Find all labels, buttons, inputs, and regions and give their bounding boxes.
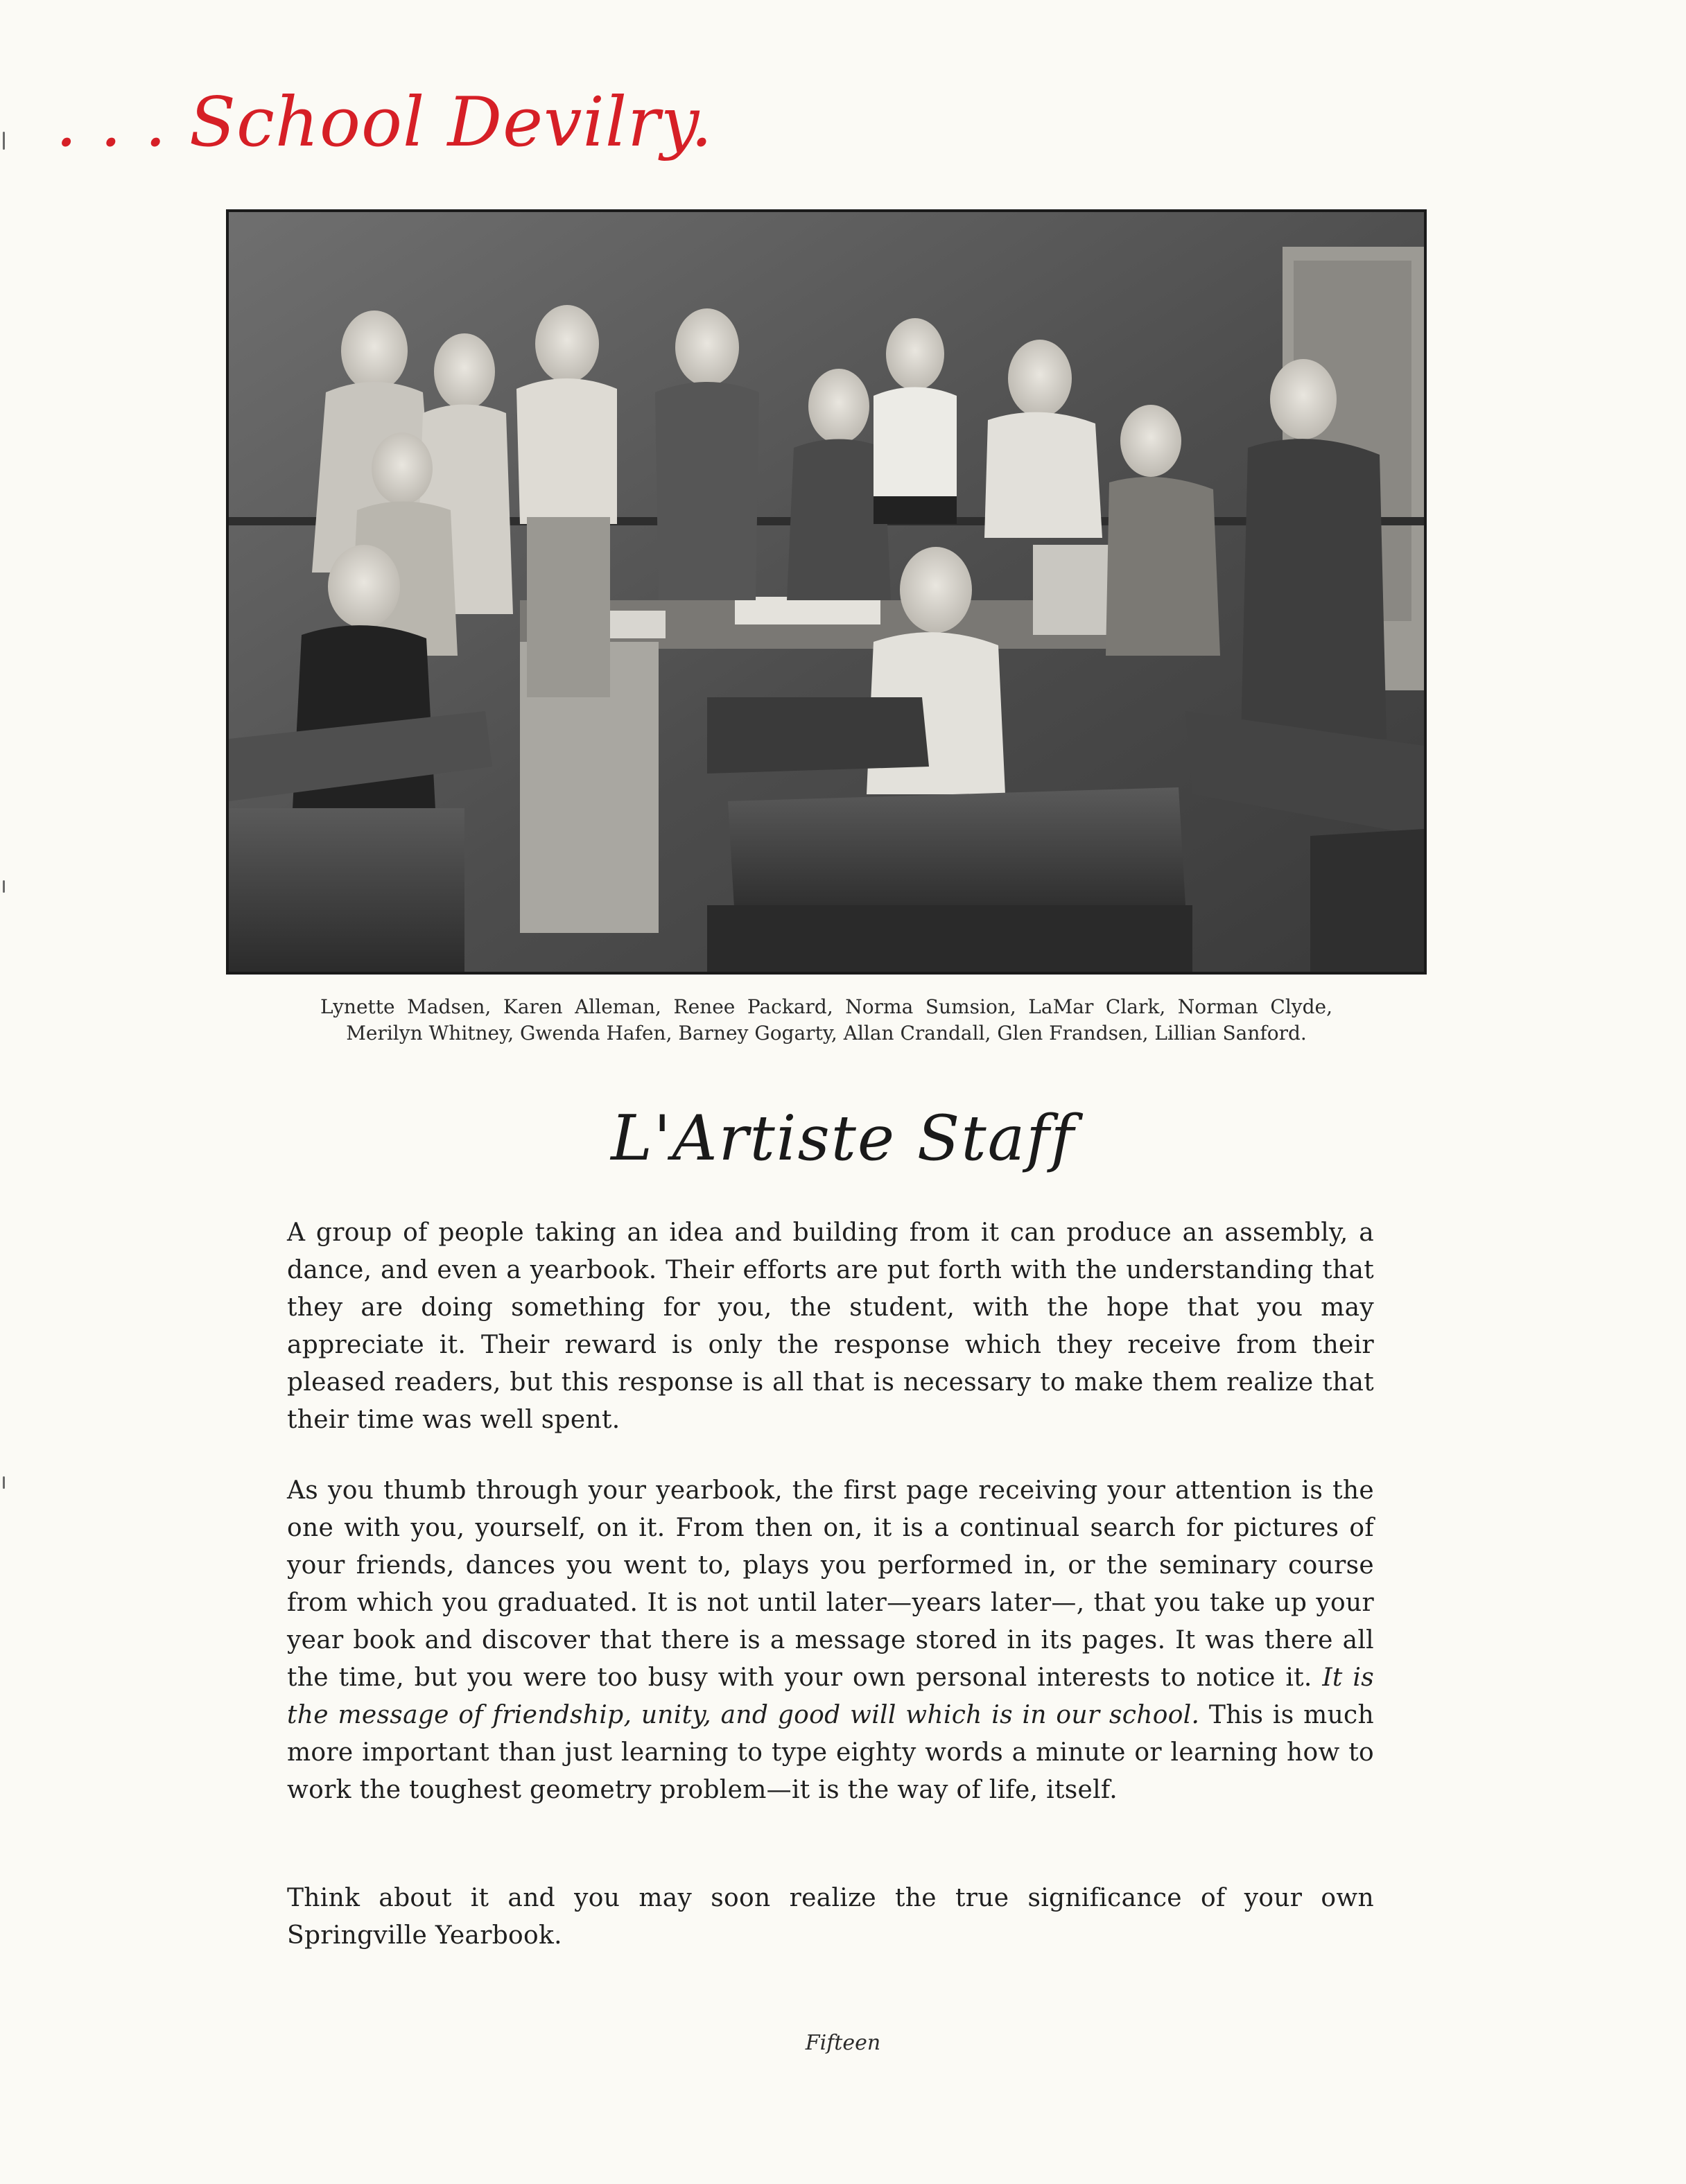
binding-mark: [3, 880, 5, 893]
body-paragraph-1: A group of people taking an idea and building from it can produce an assembly, a dance, and even a yearbook. Their efforts are put forth with the understanding that they are doing something for you, the student, with the hope that you may appreciate it. Their reward is only the response which they receive from their pleased readers, but this response is all that is necessary to make them realize that their time was well spent.: [287, 1218, 1374, 1434]
binding-mark: [3, 1476, 5, 1489]
body-paragraph-2-end: This is much more important than just learning to type eighty words a minute or learning how to work the toughest geometry problem—it is the way of life, itself.: [287, 1701, 1375, 1804]
photo-caption: Lynette Madsen, Karen Alleman, Renee Packard, Norma Sumsion, LaMar Clark, Norman Clyde, Merilyn Whitney, Gwenda Hafen, Barney Gogarty, Allan Crandall, Glen Frandsen, Lillian Sanford.: [320, 995, 1332, 1045]
staff-group-photo: [226, 209, 1427, 975]
body-paragraph-2-italic: It is the message of friendship, unity, and good will which is in our school.: [287, 1663, 1375, 1729]
section-title: L'Artiste Staff: [611, 1102, 1075, 1175]
body-paragraph-2-start: As you thumb through your yearbook, the first page receiving your attention is the one with you, yourself, on it. From then on, it is a continual search for pictures of your friends, dances you went to, plays you performed in, or the seminary course from which you graduated. It is not until later—years later—, that you take up your year book and discover that there is a message stored in its pages. It was there all the time, but you were too busy with your own personal interests to notice it.: [287, 1476, 1374, 1692]
body-paragraph-3: Think about it and you may soon realize the true significance of your own Springville Yearbook.: [287, 1884, 1374, 1950]
page-number: Fifteen: [805, 2031, 881, 2055]
body-paragraph-2: [287, 1472, 1374, 1809]
page-header-title: . . . School Devilry.: [55, 83, 713, 162]
binding-mark: [3, 132, 5, 150]
